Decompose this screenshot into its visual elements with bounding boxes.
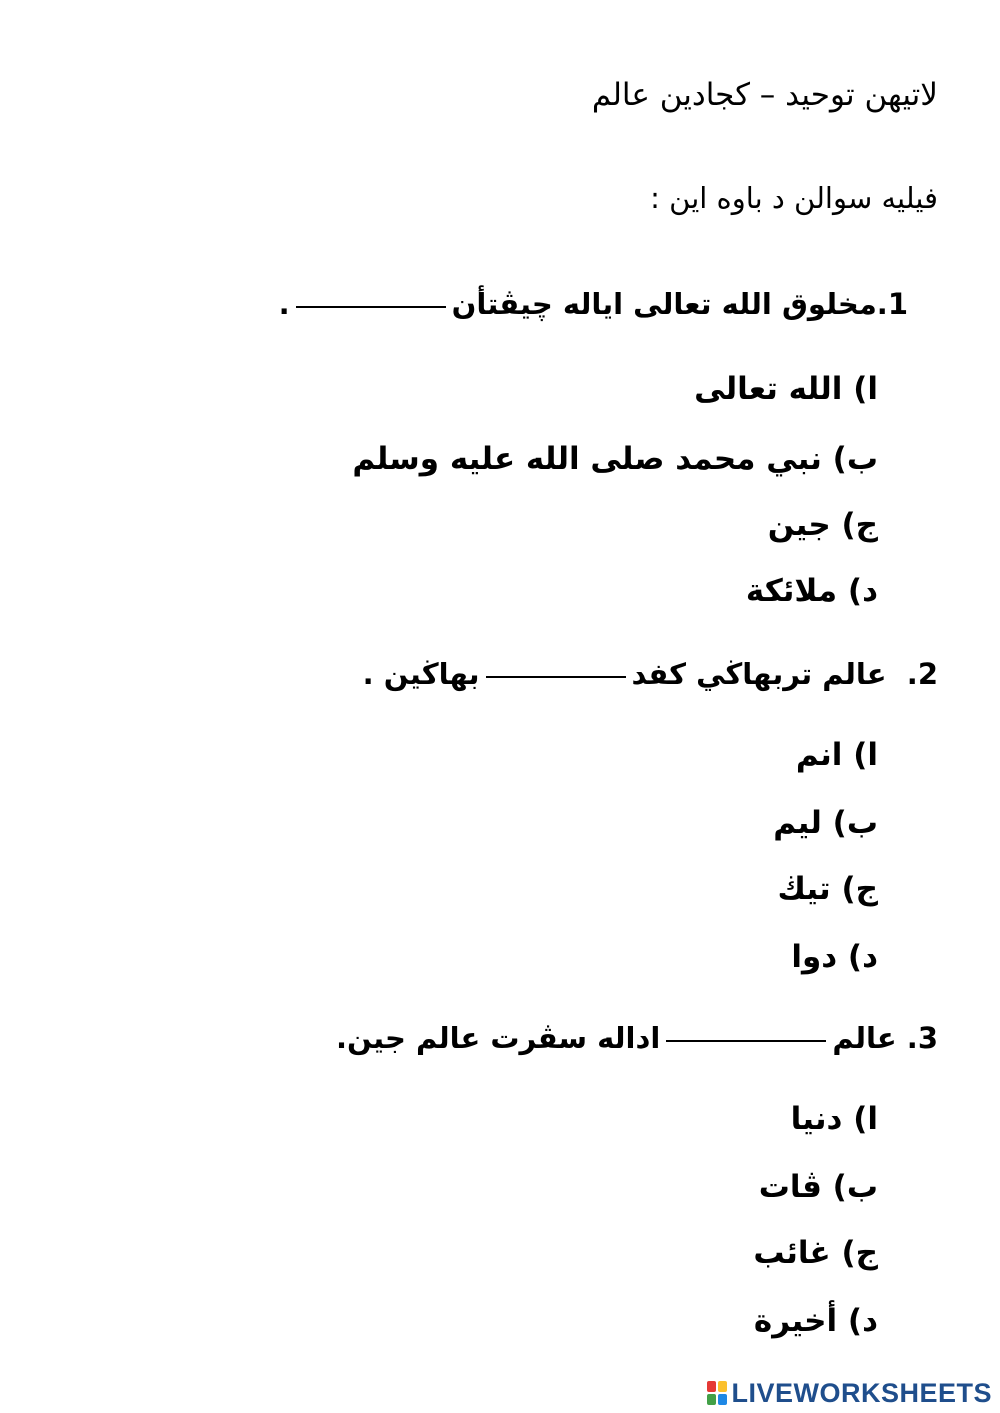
option-text: أخيرة <box>753 1303 838 1339</box>
answer-blank[interactable] <box>296 305 446 308</box>
option-b[interactable] <box>352 441 878 477</box>
option-letter: ا) <box>853 737 878 773</box>
option-d[interactable] <box>791 939 878 975</box>
option-text: غائب <box>753 1235 831 1271</box>
option-letter: ب) <box>832 805 878 841</box>
option-b[interactable] <box>758 1169 878 1205</box>
option-text: انم <box>795 737 843 773</box>
question-2 <box>362 657 938 691</box>
option-c[interactable] <box>777 871 878 907</box>
option-text: الله تعالى <box>694 371 843 407</box>
option-text: نبي محمد صلى الله عليه وسلم <box>352 441 822 477</box>
question-text-before: عالم تربهاڬي كفد <box>631 657 887 691</box>
question-text-after: اداله سڤرت عالم جين. <box>336 1021 661 1055</box>
question-number: 2. <box>906 657 938 691</box>
instruction-text: فيليه سوالن د باوه اين : <box>650 181 938 215</box>
question-text-before: عالم <box>832 1021 897 1055</box>
option-letter: د) <box>847 939 878 975</box>
option-letter: ج) <box>841 1235 878 1271</box>
option-letter: ا) <box>853 371 878 407</box>
question-1 <box>278 287 908 321</box>
question-number: 3. <box>906 1021 938 1055</box>
option-text: ڤات <box>758 1169 822 1205</box>
question-text-after: . <box>278 287 290 321</box>
option-letter: د) <box>847 1303 878 1339</box>
option-letter: ج) <box>841 507 878 543</box>
option-letter: د) <box>847 573 878 609</box>
question-text-after: بهاڬين . <box>362 657 480 691</box>
question-3 <box>336 1021 938 1055</box>
option-c[interactable] <box>767 507 878 543</box>
option-text: جين <box>767 507 831 543</box>
option-c[interactable] <box>753 1235 878 1271</box>
option-a[interactable] <box>795 737 878 773</box>
liveworksheets-brand[interactable] <box>707 1378 992 1409</box>
option-letter: ج) <box>841 871 878 907</box>
answer-blank[interactable] <box>486 675 626 678</box>
answer-blank[interactable] <box>666 1039 826 1042</box>
option-text: دنيا <box>790 1101 843 1137</box>
option-letter: ب) <box>832 1169 878 1205</box>
option-a[interactable] <box>694 371 878 407</box>
liveworksheets-logo-icon <box>707 1381 729 1407</box>
option-letter: ا) <box>853 1101 878 1137</box>
brand-name: LIVEWORKSHEETS <box>731 1378 992 1408</box>
option-text: ليم <box>773 805 822 841</box>
option-d[interactable] <box>753 1303 878 1339</box>
option-letter: ب) <box>832 441 878 477</box>
option-text: ملائكة <box>745 573 838 609</box>
option-text: تيڬ <box>777 871 831 907</box>
option-a[interactable] <box>790 1101 878 1137</box>
option-text: دوا <box>791 939 838 975</box>
question-number: 1. <box>876 287 908 321</box>
question-text-before: مخلوق الله تعالى اياله چيڤتأن <box>451 287 877 321</box>
worksheet-title: لاتيهن توحيد – كجادين عالم <box>591 77 938 113</box>
option-b[interactable] <box>773 805 878 841</box>
option-d[interactable] <box>745 573 878 609</box>
